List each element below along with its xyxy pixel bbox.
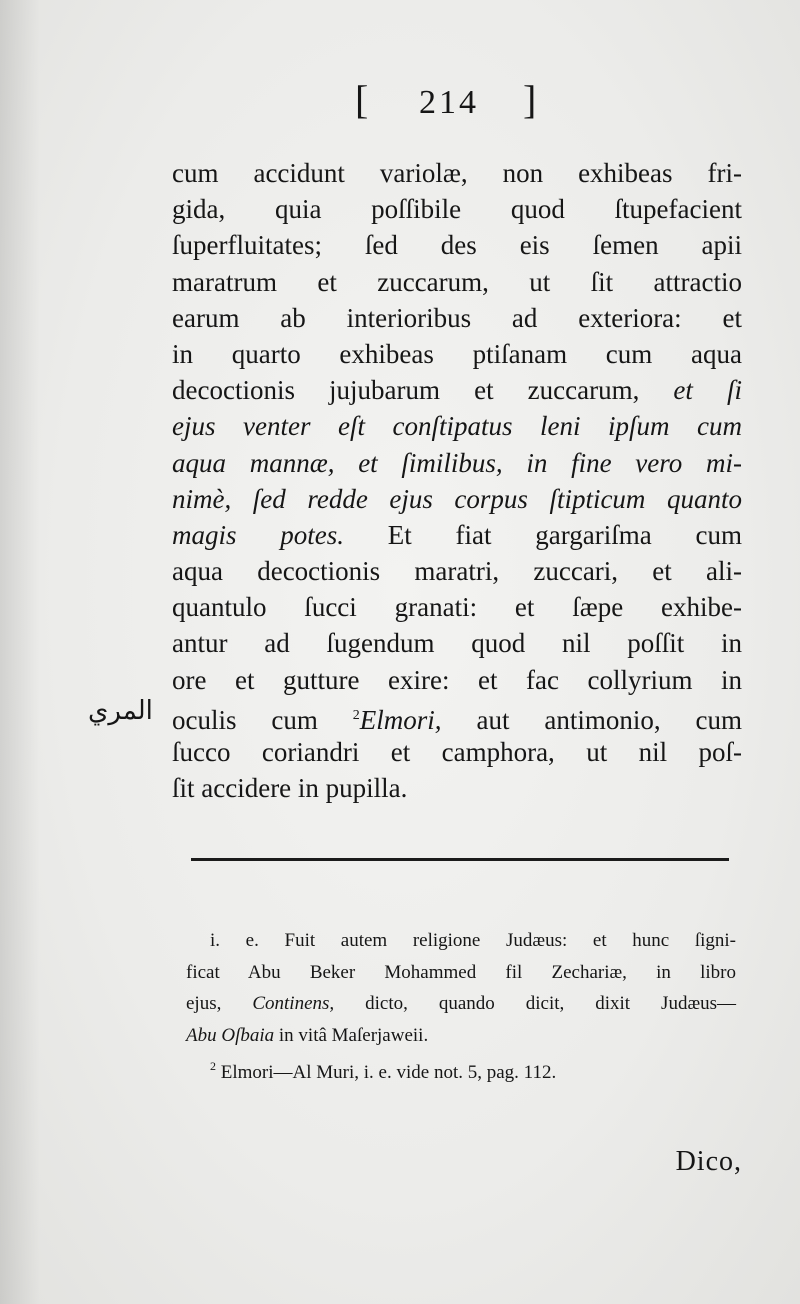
text-line: ſuperfluitates; ſed des eis ſemen apii: [172, 230, 742, 261]
text-segment: Et fiat gargariſma cum: [387, 519, 742, 550]
main-text-block: [172, 155, 742, 806]
page-number: 214: [419, 84, 479, 121]
italic-segment: aqua mannæ, et ſimilibus, in fine vero mi-: [172, 447, 742, 478]
italic-segment: ejus venter eſt conſtipatus leni ipſum cum: [172, 411, 742, 442]
text-segment: oculis cum: [172, 704, 318, 735]
text-line: ore et gutture exire: et fac collyrium in: [172, 664, 742, 695]
footnote-line: [186, 1051, 736, 1083]
footnote-rule: [191, 858, 729, 861]
catchword: Dico,: [675, 1146, 742, 1177]
text-line: in quarto exhibeas ptiſanam cum aqua: [172, 338, 742, 369]
text-segment: Elmori—Al Muri, i. e. vide not. 5, pag. 112.: [220, 1062, 557, 1083]
text-line: [172, 517, 742, 553]
text-line: [172, 372, 742, 408]
margin-arabic-note: المري: [88, 696, 153, 726]
italic-segment: Continens,: [252, 993, 335, 1014]
header-bracket-left: [: [355, 77, 371, 122]
text-line: antur ad ſugendum quod nil poſſit in: [172, 628, 742, 659]
text-segment: decoctionis jujubarum et zuccarum,: [172, 375, 640, 406]
italic-segment: nimè, ſed redde ejus corpus ſtipticum quanto: [172, 483, 742, 514]
text-line: [172, 408, 742, 444]
text-segment: ejus,: [186, 993, 222, 1014]
footnote-line: [186, 1020, 736, 1052]
footnote-marker: 2: [352, 707, 360, 723]
italic-segment: Abu Oſbaia: [186, 1024, 275, 1046]
text-line: maratrum et zuccarum, ut ſit attractio: [172, 266, 742, 297]
footnotes-block: [186, 925, 736, 1083]
text-line: aqua decoctionis maratri, zuccari, et ali-: [172, 556, 742, 587]
italic-segment: magis potes.: [172, 519, 345, 550]
text-line: [172, 481, 742, 517]
footnote-marker: 2: [210, 1059, 216, 1073]
text-segment: dicto, quando dicit, dixit Judæus—: [365, 993, 737, 1014]
footnote-line: [186, 988, 736, 1020]
text-line: ſucco coriandri et camphora, ut nil poſ-: [172, 737, 742, 767]
page-header: [355, 76, 555, 136]
text-line: ſit accidere in pupilla.: [172, 773, 408, 804]
text-segment: in vitâ Maſerjaweii.: [278, 1024, 429, 1046]
italic-segment: Elmori,: [359, 704, 442, 735]
italic-segment: et ſi: [673, 375, 742, 406]
footnote-line: ficat Abu Beker Mohammed fil Zechariæ, in libro: [186, 961, 736, 983]
footnote-line: i. e. Fuit autem religione Judæus: et hunc ſigni-: [210, 930, 736, 951]
text-line: cum accidunt variolæ, non exhibeas fri-: [172, 158, 742, 188]
gutter-shadow: [0, 0, 40, 1304]
header-bracket-right: ]: [523, 77, 539, 122]
text-line: [172, 698, 742, 734]
text-line: earum ab interioribus ad exteriora: et: [172, 302, 742, 333]
text-line: [172, 445, 742, 481]
text-line: quantulo ſucci granati: et ſæpe exhibe-: [172, 592, 742, 623]
text-segment: aut antimonio, cum: [476, 704, 742, 735]
text-line: gida, quia poſſibile quod ſtupefacient: [172, 194, 742, 225]
